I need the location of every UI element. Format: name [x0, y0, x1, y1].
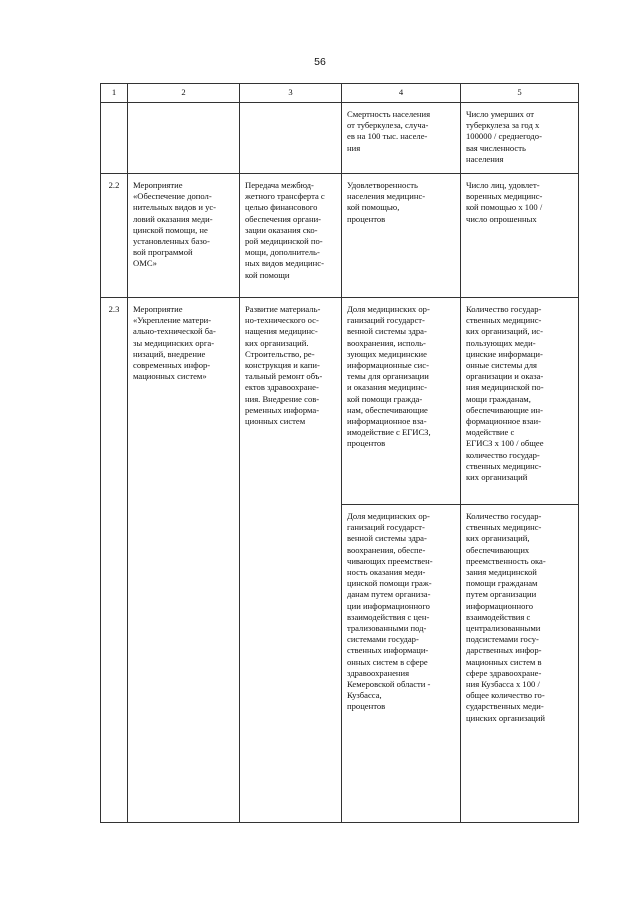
table-row	[101, 174, 579, 298]
event-cell: Мероприятие «Обеспечение допол- нительных видов и ус- ловий оказания меди- цинской помощи, не установленных базо- вой программой ОМС»	[128, 174, 240, 298]
event-cell: Мероприятие «Укрепление матери- ально-технической ба- зы медицинских орга- низаций, внедрение современных инфор- мационных систем»	[128, 298, 240, 823]
indicator-cell: Смертность населения от туберкулеза, случа- ев на 100 тыс. населе- ния	[342, 103, 461, 174]
header-row	[101, 84, 579, 103]
row-number: 2.3	[101, 298, 128, 823]
column-header-2: 2	[128, 84, 240, 103]
row-number: 2.2	[101, 174, 128, 298]
transfer-cell: Передача межбюд- жетного трансферта с целью финансового обеспечения органи- зации оказания ско- рой медицинской по- мощи, дополнитель- ных видов медицинс- кой помощи	[240, 174, 342, 298]
indicator-cell: Доля медицинских ор- ганизаций государст- венной системы здра- воохранения, исполь- зующих медицинские информационные сис- темы для организации и оказания медицинс- кой помощи гражда- нам, обеспечивающие информационное вза- имодействие с ЕГИСЗ, процентов	[342, 298, 461, 505]
column-header-1: 1	[101, 84, 128, 103]
event-cell	[128, 103, 240, 174]
column-header-4: 4	[342, 84, 461, 103]
page-number: 56	[314, 56, 326, 68]
table-row	[101, 103, 579, 174]
indicator-cell: Доля медицинских ор- ганизаций государст- венной системы здра- воохранения, обеспе- чивающих преемствен- ность оказания меди- цинской помощи граж- данам путем организа- ции информационного взаимодействия с цен- трализованными под- системами государ- ственных информаци- онных систем в сфере здравоохранения Кемеровской области - Кузбасса, процентов	[342, 505, 461, 823]
transfer-cell: Развитие материаль- но-технического ос- нащения медицинс- ких организаций. Строительство, ре- конструкция и капи- тальный ремонт объ- ектов здравоохране- ния. Внедрение сов- ременных информа- ционных систем	[240, 298, 342, 823]
table-row	[101, 298, 579, 505]
column-header-5: 5	[461, 84, 579, 103]
formula-cell: Число лиц, удовлет- воренных медицинс- кой помощью x 100 / число опрошенных	[461, 174, 579, 298]
row-number	[101, 103, 128, 174]
transfer-cell	[240, 103, 342, 174]
indicator-cell: Удовлетворенность населения медицинс- кой помощью, процентов	[342, 174, 461, 298]
formula-cell: Количество государ- ственных медицинс- ких организаций, обеспечивающих преемственность ока- зания медицинской помощи гражданам путем организации информационного взаимодействия с централизованными подсистемами госу- дарственных инфор- мационных систем в сфере здравоохране- ния Кузбасса x 100 / общее количество го- сударственных меди- цинских организаций	[461, 505, 579, 823]
formula-cell: Количество государ- ственных медицинс- ких организаций, ис- пользующих меди- цинские информаци- онные системы для организации и оказа- ния медицинской по- мощи гражданам, обеспечивающие ин- формационное взаи- модействие с ЕГИСЗ x 100 / общее количество государ- ственных медицинс- ких организаций	[461, 298, 579, 505]
formula-cell: Число умерших от туберкулеза за год x 100000 / среднегодо- вая численность населения	[461, 103, 579, 174]
indicators-table	[100, 83, 579, 823]
column-header-3: 3	[240, 84, 342, 103]
